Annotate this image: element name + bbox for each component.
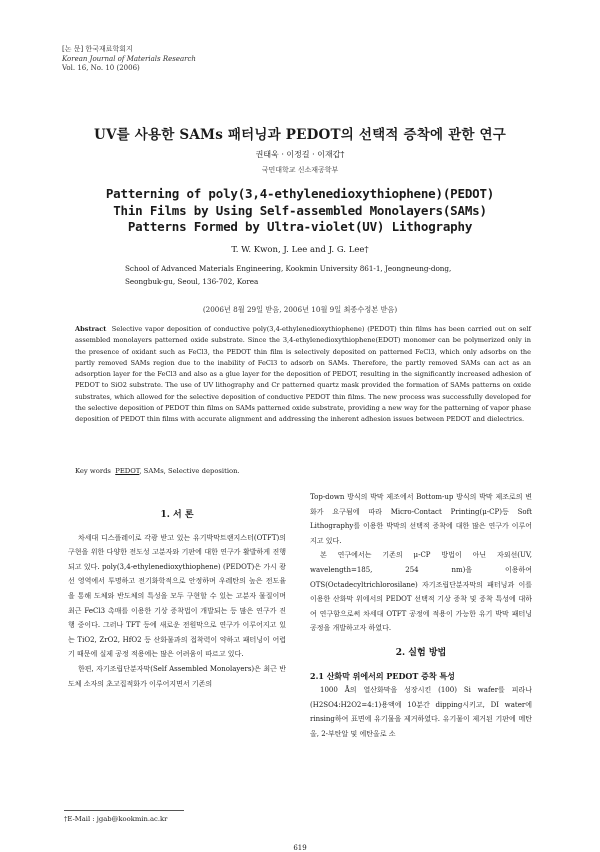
page-number: 619 bbox=[293, 844, 307, 852]
keywords bbox=[75, 467, 240, 475]
section-1-paragraph-2: 한편, 자기조립단분자막(Self Assembled Monolayers)은 최근 반도체 소자의 초고집적화가 이루어지면서 기존의 bbox=[68, 664, 286, 688]
abstract-text: Selective vapor deposition of conductive poly(3,4-ethylenedioxythiophene) (PEDOT) thin films has been carried out on self assembled monolayers patterned oxide substrate. Since the 3,4-ethylenedioxythiophene(EDOT) monomer can be polymerized only in the presence of oxidant such as FeCl3, the PEDOT thin film is selectively deposited on patterned FeCl3, which only adsorbs on the partly removed SAMs region due to the inability of FeCl3 to adsorb on SAMs. Therefore, the partly removed SAMs can act as an adsorption layer for the FeCl3 and also as a glue layer for the deposition of PEDOT, resulting in the significantly increased adhesion of PEDOT to SiO2 substrate. The use of UV lithography and Cr patterned quartz mask provided the formation of SAMs patterns on oxide substrates, which allowed for the selective deposition of conductive PEDOT thin films. The new process was successfully developed for the selective deposition of PEDOT thin films on SAMs patterned oxide substrate, providing a new way for the patterning of vapor phase deposition of PEDOT thin films with accurate alignment and addressing the inherent adhesion issues between PEDOT and dielectrics. bbox=[75, 325, 531, 424]
right-paragraph-3: 1000 Å의 열산화막을 성장시킨 (100) Si wafer를 피라나(H2SO4:H2O2=4:1)용액에 10분간 dipping시키고, DI water에 rinsing하여 표면에 유기물을 제거하였다. 유기물이 제거된 기판에 메탄올, 2-부탄알 및 에탄올로 소 bbox=[310, 686, 532, 738]
abstract bbox=[75, 324, 531, 426]
abstract-label: Abstract bbox=[75, 325, 107, 333]
keyword-link-pedot[interactable]: PEDOT bbox=[115, 467, 140, 475]
right-paragraph-2: 본 연구에서는 기존의 μ-CP 방법이 아닌 자외선(UV, wavelength=185, 254 nm)을 이용하여 OTS(Octadecyltrichlorosilane) 자기조립단분자막의 패터닝과 이를 이용한 산화막 위에서의 PEDOT 선택적 기상 증착 및 증착 특성에 대하여 연구함으로써 차세대 OTFT 공정에 적용이 가능한 유기 박막 패터닝 공정을 개발하고자 하였다. bbox=[310, 551, 532, 633]
keywords-label: Key words bbox=[75, 467, 111, 475]
subsection-2-1-heading: 2.1 산화막 위에서의 PEDOT 증착 특성 bbox=[310, 670, 455, 681]
section-1-paragraph-1: 차세대 디스플레이로 각광 받고 있는 유기박막트랜지스터(OTFT)의 구현을 위한 다양한 전도성 고분자와 기판에 대한 연구가 활발하게 진행되고 있다. poly(3,4-ethylenedioxythiophene) (PEDOT)은 가시 광선 영역에서 투명하고 전기화학적으로 안정하며 우레탄의 높은 전도율을 통해 도체와 반도체의 특성을 모두 구현할 수 있는 고분자 물질이며 최근 FeCl3 촉매를 이용한 기상 증착법이 개발되는 등 많은 연구가 진행 중이다. 그러나 TFT 등에 새로운 전원막으로 연구가 이루어지고 있는 TiO2, ZrO2, HfO2 등 산화물과의 접착력이 약하고 패터닝이 어렵기 때문에 실제 공정 적용에는 많은 어려움이 따르고 있다. bbox=[68, 533, 286, 659]
section-1-heading: 1. 서 론 bbox=[160, 510, 194, 520]
journal-header bbox=[62, 45, 196, 74]
journal-line-2: Korean Journal of Materials Research bbox=[62, 54, 196, 63]
title-english-line-2: Thin Films by Using Self-assembled Monolayers(SAMs) bbox=[113, 202, 487, 218]
affiliation-korean: 국민대학교 신소재공학부 bbox=[261, 166, 339, 174]
authors-korean: 권태욱 · 이정길 · 이재갑† bbox=[255, 150, 345, 159]
journal-line-3: Vol. 16, No. 10 (2006) bbox=[62, 64, 140, 72]
affiliation-english: School of Advanced Materials Engineering, Kookmin University 861-1, Jeongneung-dong, Seongbuk-gu, Seoul, 136-702, Korea bbox=[125, 264, 452, 286]
authors-english: T. W. Kwon, J. Lee and J. G. Lee† bbox=[231, 245, 369, 255]
received-dates: (2006년 8월 29일 받음, 2006년 10월 9일 최종수정본 받음) bbox=[202, 305, 398, 314]
title-korean: UV를 사용한 SAMs 패터닝과 PEDOT의 선택적 증착에 관한 연구 bbox=[94, 127, 506, 143]
footnote-divider bbox=[64, 810, 184, 811]
title-english bbox=[60, 186, 540, 236]
left-column bbox=[68, 508, 286, 691]
journal-line-1: [논 문] 한국재료학회지 bbox=[62, 45, 133, 53]
footnote-email: †E-Mail : jgab@kookmin.ac.kr bbox=[64, 815, 168, 823]
keywords-rest: , SAMs, Selective deposition. bbox=[139, 467, 240, 475]
right-column bbox=[310, 490, 532, 742]
right-paragraph-1: Top-down 방식의 박막 제조에서 Bottom-up 방식의 박막 제조로의 변화가 요구됨에 따라 Micro-Contact Printing(μ-CP)등 Soft Lithography를 이용한 박막의 선택적 증착에 대한 많은 연구가 이루어지고 있다. bbox=[310, 493, 532, 545]
title-english-line-1: Patterning of poly(3,4-ethylenedioxythiophene)(PEDOT) bbox=[105, 186, 495, 201]
title-english-line-3: Patterns Formed by Ultra-violet(UV) Lithography bbox=[127, 219, 473, 234]
section-2-heading: 2. 실험 방법 bbox=[395, 647, 447, 658]
